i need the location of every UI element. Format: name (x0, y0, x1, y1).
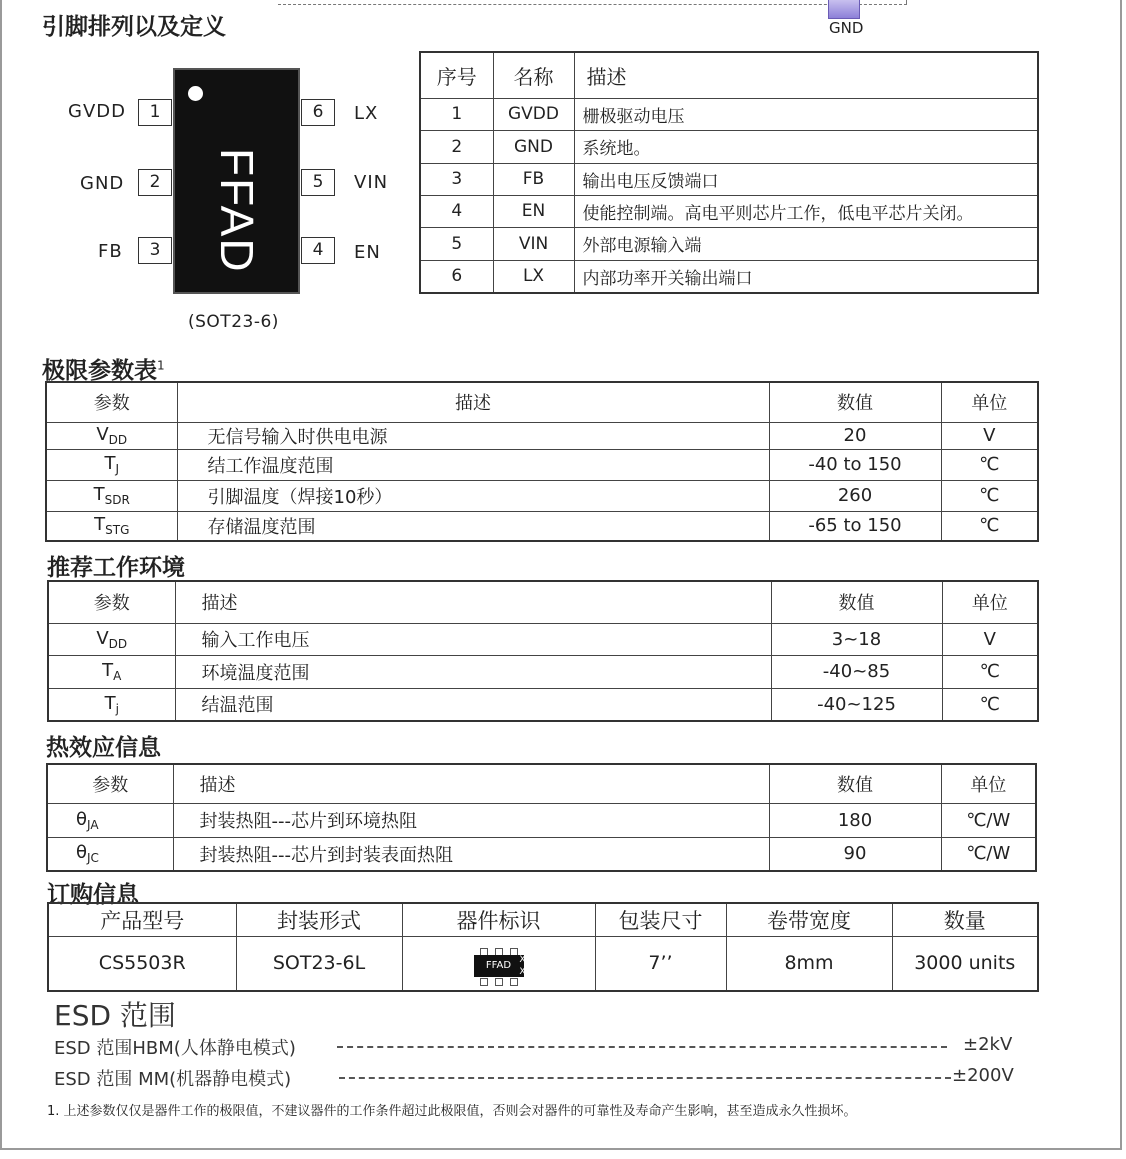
param-unit-cell: V (942, 623, 1038, 655)
recommended-table (47, 580, 1039, 722)
param-value-cell: 180 (769, 803, 941, 837)
param-subscript: SDR (104, 493, 130, 507)
param-subscript: STG (105, 523, 130, 538)
pin-number-right-4: 4 (301, 237, 335, 264)
ordering-table (47, 902, 1039, 992)
abs-max-header: 参数 (46, 382, 177, 422)
table-row (47, 803, 1036, 837)
tape-width-cell: 8mm (726, 936, 892, 991)
pin-number-right-5: 5 (301, 169, 335, 196)
pin-number-cell: 2 (420, 130, 493, 163)
param-symbol: T (104, 453, 116, 474)
param-unit-cell: ℃/W (941, 803, 1036, 837)
pin-name-cell: GND (493, 130, 574, 163)
pin-name-cell: GVDD (493, 98, 574, 130)
esd-mm-label: ESD 范围 MM(机器静电模式) (54, 1069, 292, 1090)
thermal-header: 描述 (173, 764, 769, 803)
abs-max-footnote-ref: 1 (157, 358, 165, 373)
param-symbol-cell (46, 480, 177, 511)
table-row (420, 227, 1038, 260)
pin-number-left-2: 2 (138, 169, 172, 196)
param-desc-cell: 存储温度范围 (177, 511, 769, 541)
esd-mm-leader (339, 1077, 951, 1079)
param-subscript: JC (87, 851, 99, 866)
pin-number-cell: 4 (420, 195, 493, 227)
esd-mm-value: ±200V (952, 1065, 1014, 1086)
mini-pin (495, 978, 503, 986)
header-dashed-frame (278, 0, 907, 5)
thermal-header: 单位 (941, 764, 1036, 803)
param-value-cell: 3~18 (771, 623, 942, 655)
ordering-header: 产品型号 (48, 903, 236, 936)
recommended-header: 参数 (48, 581, 175, 623)
abs-max-table (45, 381, 1039, 542)
param-unit-cell: ℃ (942, 655, 1038, 688)
ordering-title: 订购信息 (47, 882, 139, 908)
param-symbol: θ (76, 842, 88, 864)
param-value-cell: 20 (769, 422, 941, 449)
param-symbol: T (93, 484, 105, 505)
ordering-header: 数量 (892, 903, 1038, 936)
pin-desc-cell: 系统地。 (574, 130, 1038, 163)
reel-size-cell: 7’’ (595, 936, 726, 991)
param-symbol-cell (46, 422, 177, 449)
ordering-header: 封装形式 (236, 903, 402, 936)
param-unit-cell: V (941, 422, 1038, 449)
param-symbol: T (94, 514, 106, 536)
param-value-cell: 260 (769, 480, 941, 511)
table-row (48, 936, 1038, 991)
table-row (48, 623, 1038, 655)
recommended-title: 推荐工作环境 (47, 555, 185, 581)
abs-max-title-text: 极限参数表 (42, 358, 157, 384)
marking-text: FFAD (474, 955, 524, 977)
marking-chip-icon (474, 948, 524, 978)
table-row (420, 260, 1038, 293)
esd-hbm-value: ±2kV (963, 1034, 1013, 1055)
param-symbol-cell (46, 449, 177, 480)
gnd-label: GND (829, 19, 864, 37)
quantity-cell: 3000 units (892, 936, 1038, 991)
param-unit-cell: ℃ (941, 480, 1038, 511)
param-value-cell: -40~125 (771, 688, 942, 721)
pin-desc-cell: 栅极驱动电压 (574, 98, 1038, 130)
param-desc-cell: 结工作温度范围 (177, 449, 769, 480)
pin-table-header: 序号 (420, 52, 493, 98)
param-value-cell: 90 (769, 837, 941, 871)
table-row (46, 511, 1038, 541)
param-symbol-cell (48, 623, 175, 655)
esd-title: ESD 范围 (54, 999, 176, 1032)
param-symbol-cell (48, 688, 175, 721)
thermal-table (46, 763, 1037, 872)
table-row (48, 655, 1038, 688)
pinout-section-title: 引脚排列以及定义 (42, 14, 226, 40)
param-subscript: A (113, 669, 122, 683)
param-subscript: JA (87, 817, 99, 832)
param-value-cell: -65 to 150 (769, 511, 941, 541)
mini-pin (510, 978, 518, 986)
param-symbol: V (96, 627, 109, 649)
param-subscript: DD (108, 636, 128, 651)
param-symbol: V (96, 424, 109, 445)
chip-marking: FFAD (211, 148, 263, 274)
param-symbol: T (104, 692, 116, 714)
table-row (420, 98, 1038, 130)
param-unit-cell: ℃ (941, 511, 1038, 541)
marking-flag: X (519, 955, 526, 966)
esd-hbm-label: ESD 范围HBM(人体静电模式) (54, 1038, 296, 1059)
pin-desc-cell: 外部电源输入端 (574, 227, 1038, 260)
param-subscript: j (115, 701, 119, 716)
model-cell: CS5503R (48, 936, 236, 991)
pin-name-cell: LX (493, 260, 574, 293)
param-subscript: J (115, 462, 120, 476)
marking-cell (402, 936, 595, 991)
abs-max-header: 数值 (769, 382, 941, 422)
ordering-header: 包装尺寸 (595, 903, 726, 936)
param-value-cell: -40~85 (771, 655, 942, 688)
pin-table-header: 描述 (574, 52, 1038, 98)
pin-name-right-4: EN (354, 242, 381, 263)
param-symbol-cell (46, 511, 177, 541)
param-value-cell: -40 to 150 (769, 449, 941, 480)
pin-name-right-5: VIN (354, 172, 389, 193)
esd-hbm-leader (337, 1046, 947, 1048)
pin-name-cell: FB (493, 163, 574, 195)
param-desc-cell: 封装热阻---芯片到环境热阻 (173, 803, 769, 837)
recommended-header: 描述 (175, 581, 771, 623)
package-cell: SOT23-6L (236, 936, 402, 991)
pin-number-left-1: 1 (138, 99, 172, 126)
param-symbol: T (102, 660, 114, 681)
pin-name-left-2: GND (80, 173, 125, 194)
table-row (46, 480, 1038, 511)
table-row (46, 422, 1038, 449)
param-unit-cell: ℃ (941, 449, 1038, 480)
recommended-header: 单位 (942, 581, 1038, 623)
pin-number-cell: 3 (420, 163, 493, 195)
pin-number-left-3: 3 (138, 237, 172, 264)
param-unit-cell: ℃/W (941, 837, 1036, 871)
param-symbol-cell (47, 803, 173, 837)
param-desc-cell: 无信号输入时供电电源 (177, 422, 769, 449)
table-row (47, 837, 1036, 871)
pin-number-cell: 1 (420, 98, 493, 130)
package-label: (SOT23-6) (188, 312, 279, 332)
thermal-title: 热效应信息 (46, 735, 161, 761)
abs-max-header: 单位 (941, 382, 1038, 422)
pin-desc-cell: 输出电压反馈端口 (574, 163, 1038, 195)
thermal-header: 数值 (769, 764, 941, 803)
param-symbol-cell (48, 655, 175, 688)
abs-max-header: 描述 (177, 382, 769, 422)
param-subscript: DD (108, 433, 128, 447)
pin-name-right-6: LX (354, 103, 379, 124)
param-desc-cell: 结温范围 (175, 688, 771, 721)
param-desc-cell: 输入工作电压 (175, 623, 771, 655)
param-symbol-cell (47, 837, 173, 871)
pin-table-header: 名称 (493, 52, 574, 98)
pin-desc-cell: 使能控制端。高电平则芯片工作，低电平芯片关闭。 (574, 195, 1038, 227)
marking-flag: X (519, 967, 526, 978)
pin-number-cell: 6 (420, 260, 493, 293)
param-desc-cell: 引脚温度（焊接10秒） (177, 480, 769, 511)
param-desc-cell: 封装热阻---芯片到封装表面热阻 (173, 837, 769, 871)
mini-pin (480, 978, 488, 986)
gnd-symbol-icon (828, 0, 860, 19)
footnote: 1. 上述参数仅仅是器件工作的极限值，不建议器件的工作条件超过此极限值，否则会对器件的可靠性及寿命产生影响，甚至造成永久性损坏。 (47, 1104, 857, 1119)
recommended-header: 数值 (771, 581, 942, 623)
pin1-dot-icon (188, 86, 203, 101)
pin-name-left-3: FB (98, 241, 123, 262)
table-row (420, 163, 1038, 195)
ordering-header: 卷带宽度 (726, 903, 892, 936)
pin-number-cell: 5 (420, 227, 493, 260)
pin-name-left-1: GVDD (68, 101, 126, 122)
table-row (420, 130, 1038, 163)
table-row (48, 688, 1038, 721)
param-symbol: θ (76, 808, 88, 830)
ordering-header: 器件标识 (402, 903, 595, 936)
pin-name-cell: VIN (493, 227, 574, 260)
param-desc-cell: 环境温度范围 (175, 655, 771, 688)
thermal-header: 参数 (47, 764, 173, 803)
pin-name-cell: EN (493, 195, 574, 227)
table-row (420, 195, 1038, 227)
pin-number-right-6: 6 (301, 99, 335, 126)
pin-definition-table (419, 51, 1039, 294)
param-unit-cell: ℃ (942, 688, 1038, 721)
table-row (46, 449, 1038, 480)
pin-desc-cell: 内部功率开关输出端口 (574, 260, 1038, 293)
